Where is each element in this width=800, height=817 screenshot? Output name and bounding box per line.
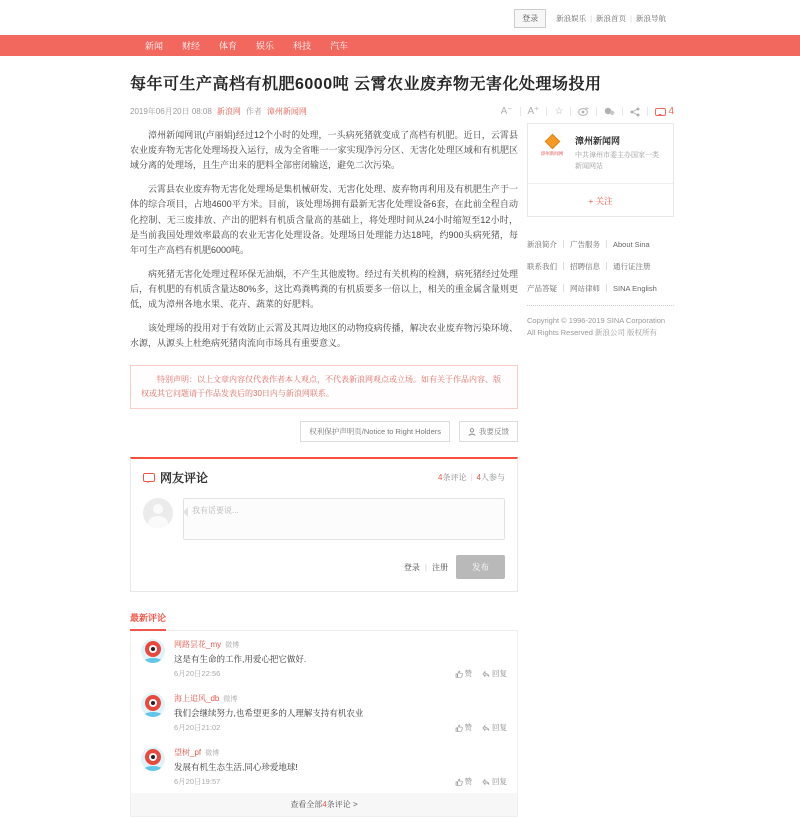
footer-link[interactable]: 网站律师 xyxy=(570,283,600,293)
commenter-name[interactable]: 望树_pf xyxy=(174,748,202,758)
follow-button[interactable]: + 关注 xyxy=(588,195,613,206)
link-sina-home[interactable]: 新浪首页 xyxy=(596,14,627,23)
divider: | xyxy=(470,473,473,483)
wechat-share-icon[interactable] xyxy=(604,107,615,116)
divider xyxy=(647,107,648,116)
commenter-avatar[interactable] xyxy=(141,639,165,663)
divider xyxy=(563,240,564,248)
comments-header: 网友评论 xyxy=(160,471,209,486)
nav-item-sports[interactable]: 体育 xyxy=(219,41,238,51)
divider xyxy=(563,284,564,292)
author-label: 作者 xyxy=(245,107,262,116)
font-decrease-icon[interactable]: A⁻ xyxy=(500,106,513,117)
sidebar-footer-links xyxy=(527,239,674,294)
disclaimer-box: 特别声明：以上文章内容仅代表作者本人观点，不代表新浪网观点或立场。如有关于作品内容、版权或其它问题请于作品发表后的30日内与新浪网联系。 xyxy=(130,365,518,409)
participant-total: 4人参与 xyxy=(476,473,505,483)
like-button[interactable]: 赞 xyxy=(455,722,473,733)
comment-login-link[interactable]: 登录 xyxy=(403,562,420,572)
comment-date: 6月20日21:02 xyxy=(174,723,221,733)
weibo-share-icon[interactable] xyxy=(578,107,589,116)
link-sina-nav[interactable]: 新浪导航 xyxy=(636,14,666,23)
input-tail xyxy=(178,507,188,517)
reply-button[interactable]: 回复 xyxy=(482,776,507,787)
tab-latest-comments[interactable]: 最新评论 xyxy=(130,611,166,631)
comment-date: 6月20日22:56 xyxy=(174,669,221,679)
zhangzhou-news-logo[interactable] xyxy=(537,134,567,173)
footer-link[interactable]: 联系我们 xyxy=(527,261,557,271)
divider xyxy=(606,262,607,270)
comment-text: 我们会继续努力,也希望更多的人理解支持有机农业 xyxy=(174,708,364,719)
comment-register-link[interactable]: 注册 xyxy=(431,562,448,572)
current-user-avatar xyxy=(143,498,173,528)
like-button[interactable]: 赞 xyxy=(455,776,473,787)
copyright-line-1: Copyright © 1996-2019 SINA Corporation xyxy=(527,315,666,325)
weibo-badge: 微博 xyxy=(223,696,238,704)
paragraph: 漳州新闻网讯(卢丽娟)经过12个小时的处理，一头病死猪就变成了高档有机肥。近日，云霄县农业废弃物无害化处理场投入运行，成为全省唯一一家实现净污分区、无害化处理区域和有机肥区域分离的处理场，且生产出来的肥料全部密闭输送，避免二次污染。 xyxy=(130,130,518,171)
divider xyxy=(527,305,674,306)
nav-item-tech[interactable]: 科技 xyxy=(293,41,312,51)
nav-item-news[interactable]: 新闻 xyxy=(145,41,164,51)
feedback-button[interactable] xyxy=(459,421,518,442)
top-links xyxy=(552,13,670,24)
media-description: 中共漳州市委主办国家一类新闻网站 xyxy=(575,152,659,170)
divider xyxy=(520,107,521,116)
divider xyxy=(546,107,547,116)
weibo-badge: 微博 xyxy=(205,750,220,758)
weibo-badge: 微博 xyxy=(225,642,240,650)
comment-input[interactable] xyxy=(183,498,505,540)
nav-item-finance[interactable]: 财经 xyxy=(182,41,201,51)
footer-link[interactable]: 招聘信息 xyxy=(570,261,600,271)
comment-text: 发展有机生态生活,同心珍爱地球! xyxy=(174,762,298,773)
article-title: 每年可生产高档有机肥6000吨 云霄农业废弃物无害化处理场投用 xyxy=(130,76,602,93)
feedback-label: 我要反馈 xyxy=(479,427,509,437)
source-link[interactable]: 新浪网 xyxy=(216,107,241,116)
footer-link[interactable]: 新浪简介 xyxy=(527,239,557,249)
comment-item xyxy=(131,631,517,685)
comment-count: 4 xyxy=(668,106,674,117)
footer-link[interactable]: SINA English xyxy=(613,283,657,293)
paragraph: 云霄县农业废弃物无害化处理场是集机械研发、无害化处理、废弃物再利用及有机肥生产于一体的综合项目，占地4600平方米。目前，该处理场拥有最新无害化处理设备6套，在此前全程自动化控制、无三废排放、产出的肥料有机质含量高的基础上，将处理时间从24小时缩短至12小时，是当前我国处理效率最高的农业无害化处理设备。处理场日处理能力达18吨，约900头病死猪，每年可生产高档有机肥6000吨。 xyxy=(130,184,518,255)
copyright-line-2: All Rights Reserved 新浪公司 版权所有 xyxy=(527,328,658,338)
reply-button[interactable]: 回复 xyxy=(482,722,507,733)
divider: | xyxy=(630,14,632,23)
reply-icon xyxy=(482,724,490,732)
divider xyxy=(606,240,607,248)
nav-item-auto[interactable]: 汽车 xyxy=(330,41,349,51)
article-toolbar xyxy=(501,106,674,117)
comment-count-button[interactable] xyxy=(655,106,674,117)
logo-diamond-icon xyxy=(544,134,560,150)
media-card xyxy=(527,123,674,217)
comment-date: 6月20日19:57 xyxy=(174,777,221,787)
commenter-avatar[interactable] xyxy=(141,747,165,771)
comment-bubble-icon xyxy=(655,108,666,116)
thumb-up-icon xyxy=(455,670,463,678)
paragraph: 该处理场的投用对于有效防止云霄及其周边地区的动物疫病传播，解决农业废弃物污染环境、水源，从源头上杜绝病死猪肉流向市场具有重要意义。 xyxy=(130,323,518,349)
view-all-comments[interactable]: 查看全部4条评论 > xyxy=(131,793,517,816)
rights-notice-button[interactable]: 权利保护声明页/Notice to Right Holders xyxy=(300,421,450,442)
paragraph: 病死猪无害化处理过程环保无油烟，不产生其他废物。经过有关机构的检测，病死猪经过处理后，有机肥的有机质含量达80%多，这比鸡粪鸭粪的有机质要多一倍以上，相关的重金属含量则更低，成为漳州各地水果、花卉、蔬菜的好肥料。 xyxy=(130,268,518,310)
font-increase-icon[interactable]: A⁺ xyxy=(527,106,540,117)
footer-link[interactable]: 广告服务 xyxy=(570,239,600,249)
author-link[interactable]: 漳州新闻网 xyxy=(266,107,307,116)
comment-item xyxy=(131,739,517,793)
like-button[interactable]: 赞 xyxy=(455,668,473,679)
comment-total[interactable]: 4条评论 xyxy=(438,473,467,483)
footer-link[interactable]: 通行证注册 xyxy=(613,261,651,271)
thumb-up-icon xyxy=(455,724,463,732)
divider xyxy=(570,107,571,116)
reply-icon xyxy=(482,670,490,678)
top-bar xyxy=(0,0,800,35)
main-nav xyxy=(0,35,800,56)
divider: | xyxy=(424,562,427,572)
reply-icon xyxy=(482,778,490,786)
article-meta xyxy=(130,106,307,117)
divider: | xyxy=(590,14,593,23)
media-name[interactable]: 漳州新闻网 xyxy=(575,136,621,146)
divider xyxy=(596,107,597,116)
comments-section xyxy=(130,457,518,592)
divider xyxy=(622,107,623,116)
thumb-up-icon xyxy=(455,778,463,786)
footer-link[interactable]: About Sina xyxy=(613,239,650,249)
commenter-name[interactable]: 网路昙花_my xyxy=(174,640,222,650)
footer-link[interactable]: 产品答疑 xyxy=(527,283,557,293)
person-icon xyxy=(468,428,476,436)
publish-date: 2019年06月20日 08:08 xyxy=(130,107,212,116)
sidebar xyxy=(527,119,674,817)
favorite-star-icon[interactable]: ☆ xyxy=(554,106,564,117)
share-icon[interactable] xyxy=(630,107,640,117)
article-body xyxy=(130,119,518,817)
reply-button[interactable]: 回复 xyxy=(482,668,507,679)
nav-item-ent[interactable]: 娱乐 xyxy=(256,41,275,51)
link-sina-ent[interactable]: 新浪娱乐 xyxy=(556,14,587,23)
login-button[interactable]: 登录 xyxy=(514,9,546,28)
publish-button[interactable]: 发布 xyxy=(456,555,505,579)
comments-bubble-icon xyxy=(143,473,155,482)
comment-list xyxy=(130,631,518,817)
divider xyxy=(606,284,607,292)
logo-text: 漳州新闻网 xyxy=(540,151,564,157)
commenter-avatar[interactable] xyxy=(141,693,165,717)
divider xyxy=(563,262,564,270)
comment-item xyxy=(131,685,517,739)
comment-text: 这是有生命的工作,用爱心把它做好. xyxy=(174,654,307,665)
commenter-name[interactable]: 海上追风_db xyxy=(174,694,220,704)
